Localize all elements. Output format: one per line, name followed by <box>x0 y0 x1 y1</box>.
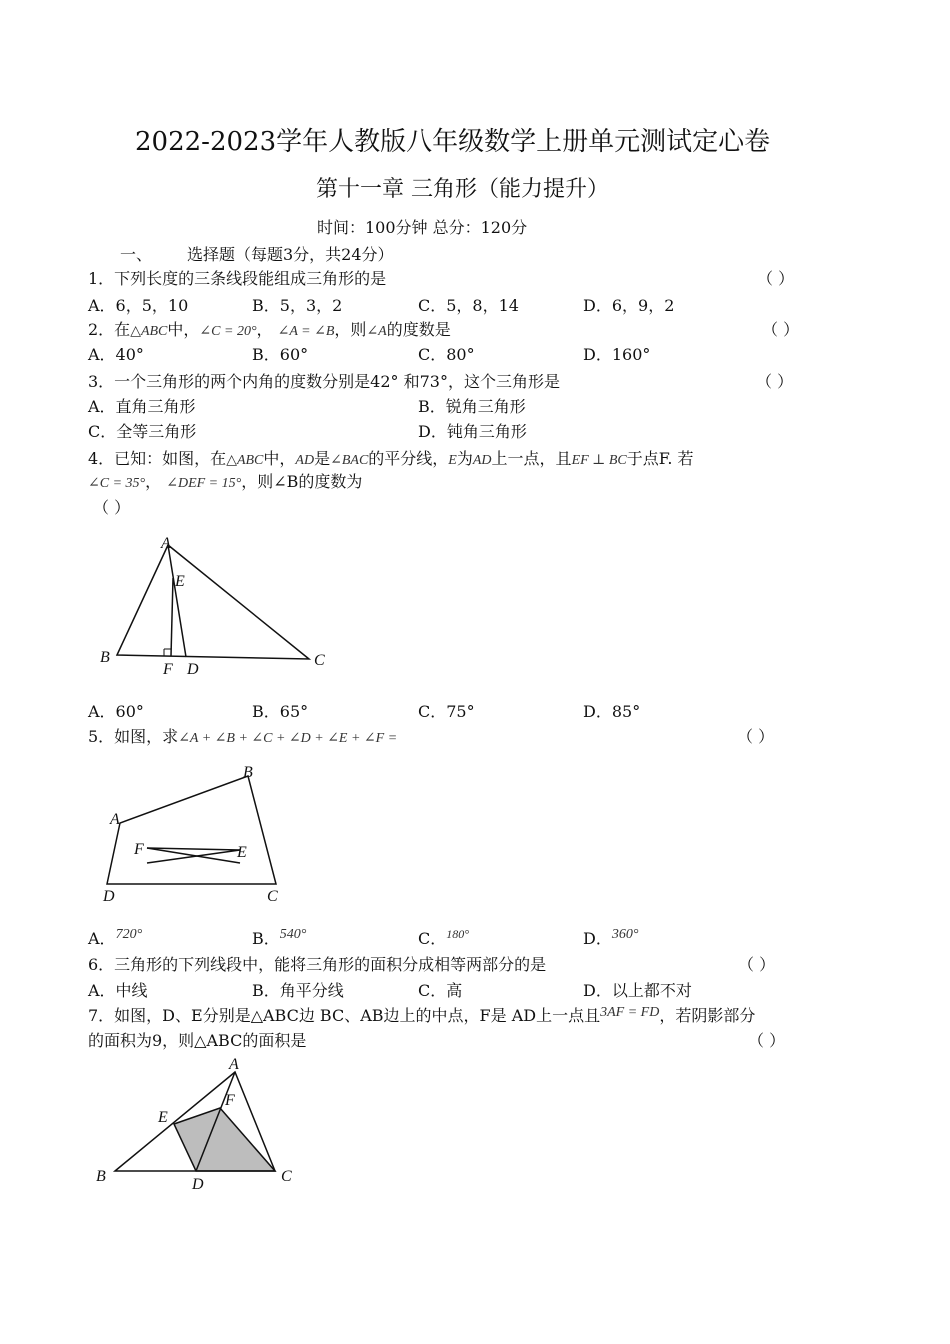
q2-option-c: C．80° <box>418 345 475 364</box>
q5-label-b: B <box>243 764 253 781</box>
q7-shaded-region <box>174 1108 275 1171</box>
q1-option-c: C．5，8，14 <box>418 296 519 315</box>
q3-stem: 3．一个三角形的两个内角的度数分别是42° 和73°，这个三角形是 <box>88 372 560 391</box>
q5-label-e: E <box>237 844 247 861</box>
q3-option-a: A．直角三角形 <box>88 397 196 416</box>
q1-stem: 1．下列长度的三条线段能组成三角形的是 <box>88 269 387 288</box>
q4-answer-blank: （ ） <box>93 498 131 517</box>
q3-option-c: C．全等三角形 <box>88 422 197 441</box>
time-total-info: 时间：100分钟 总分：120分 <box>317 218 528 237</box>
q2-math-angle-c: ∠C = 20° <box>199 324 257 339</box>
q7-stem-line2: 的面积为9，则△ABC的面积是 <box>88 1031 307 1050</box>
q4-label-d: D <box>187 661 199 678</box>
q4-option-d: D．85° <box>583 702 641 721</box>
q7-label-d: D <box>192 1176 204 1193</box>
q7-label-e: E <box>158 1109 168 1126</box>
q5-label-c: C <box>267 888 278 905</box>
q4-label-f: F <box>163 661 173 678</box>
q2-option-b: B．60° <box>252 345 309 364</box>
q2-math-angle-a: ∠A <box>366 324 387 339</box>
q4-label-c: C <box>314 652 325 669</box>
q1-option-a: A．6，5，10 <box>88 296 189 315</box>
q2-stem: 2．在△ABC中，∠C = 20°， ∠A = ∠B，则∠A的度数是 <box>88 320 451 339</box>
q7-answer-blank: （ ） <box>748 1031 786 1050</box>
chapter-subtitle: 第十一章 三角形（能力提升） <box>316 177 609 202</box>
q5-math-expression: ∠A + ∠B + ∠C + ∠D + ∠E + ∠F = <box>178 731 398 746</box>
q6-option-a: A．中线 <box>88 981 148 1000</box>
q5-stem: 5．如图，求∠A + ∠B + ∠C + ∠D + ∠E + ∠F = <box>88 727 398 746</box>
q4-label-a: A <box>161 535 171 552</box>
q7-figure <box>90 1050 310 1195</box>
page-title: 2022-2023学年人教版八年级数学上册单元测试定心卷 <box>135 127 771 157</box>
q4-figure <box>95 528 345 678</box>
q4-option-c: C．75° <box>418 702 475 721</box>
q3-answer-blank: （ ） <box>756 372 794 391</box>
q5-answer-blank: （ ） <box>737 727 775 746</box>
q2-math-triangle: △ABC <box>130 324 168 339</box>
q4-label-b: B <box>100 649 110 666</box>
q7-label-b: B <box>96 1168 106 1185</box>
q2-math-angle-eq: ∠A = ∠B <box>277 324 335 339</box>
q6-answer-blank: （ ） <box>738 955 776 974</box>
q4-stem-line1: 4．已知：如图，在△ABC中，AD是∠BAC的平分线，E为AD上一点，且EF ⊥ BC于点F. 若 <box>88 449 694 468</box>
q1-answer-blank: （ ） <box>757 269 795 288</box>
q1-option-d: D．6，9，2 <box>583 296 675 315</box>
q5-label-a: A <box>110 811 120 828</box>
q1-option-b: B．5，3，2 <box>252 296 343 315</box>
q6-option-b: B．角平分线 <box>252 981 344 1000</box>
q6-stem: 6．三角形的下列线段中，能将三角形的面积分成相等两部分的是 <box>88 955 547 974</box>
q4-label-e: E <box>175 573 185 590</box>
q6-option-c: C．高 <box>418 981 463 1000</box>
q2-option-a: A．40° <box>88 345 144 364</box>
q4-stem-line2: ∠C = 35°， ∠DEF = 15°，则∠B的度数为 <box>88 472 363 491</box>
q3-option-d: D．钝角三角形 <box>418 422 527 441</box>
q5-label-d: D <box>103 888 115 905</box>
section-number: 一、 <box>120 245 153 264</box>
q4-option-b: B．65° <box>252 702 309 721</box>
q2-option-d: D．160° <box>583 345 651 364</box>
q6-option-d: D．以上都不对 <box>583 981 692 1000</box>
q5-option-d: D．360° <box>583 927 639 948</box>
q3-option-b: B．锐角三角形 <box>418 397 526 416</box>
q4-option-a: A．60° <box>88 702 144 721</box>
q7-label-f: F <box>225 1092 235 1109</box>
q5-label-f: F <box>134 841 144 858</box>
q5-figure <box>95 758 295 908</box>
q7-label-c: C <box>281 1168 292 1185</box>
q2-answer-blank: （ ） <box>762 320 800 339</box>
q7-stem-line1: 7．如图，D、E分别是△ABC边 BC、AB边上的中点，F是 AD上一点且3AF = FD，若阴影部分 <box>88 1005 756 1025</box>
q5-option-b: B．540° <box>252 927 307 948</box>
q5-option-c: C．$^{180^\circ}$ <box>418 927 470 948</box>
q7-label-a: A <box>229 1056 239 1073</box>
q5-option-a: A．720° <box>88 927 143 948</box>
section-heading: 选择题（每题3分，共24分） <box>187 245 394 264</box>
